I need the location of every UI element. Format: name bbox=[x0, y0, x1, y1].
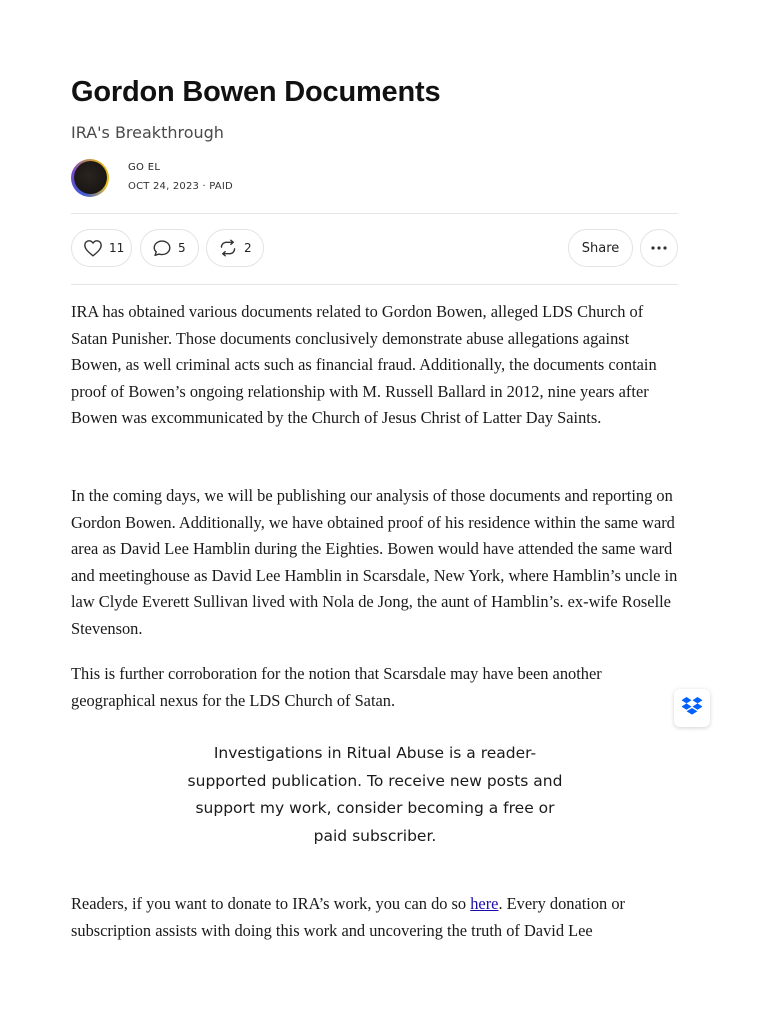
post-meta: OCT 24, 2023 · PAID bbox=[128, 181, 233, 192]
like-count: 11 bbox=[109, 241, 125, 255]
body-paragraph-3: This is further corroboration for the notion that Scarsdale may have been another geographical nexus for the LDS Church of Satan. bbox=[71, 664, 602, 710]
restack-button[interactable] bbox=[206, 229, 264, 267]
donate-text-before: Readers, if you want to donate to IRA’s work, you can do so bbox=[71, 894, 471, 913]
donate-link[interactable]: here bbox=[470, 894, 499, 913]
more-dots-icon bbox=[650, 245, 668, 251]
author-name[interactable]: GO EL bbox=[128, 162, 161, 173]
dropbox-icon bbox=[681, 696, 703, 721]
divider-bottom bbox=[71, 284, 678, 285]
body-paragraph-2: In the coming days, we will be publishing our analysis of those documents and reporting on Gordon Bowen. Additionally, we have obtained proof of his residence within the same ward area as David Lee Hamblin during the Eighties. Bowen would have attended the same ward and meetinghouse as David Lee Hamblin in Scarsdale, New York, where Hamblin’s uncle in law Clyde Everett Sullivan lived with Nola de Jong, the aunt of Hamblin’s. ex-wife Roselle Stevenson. bbox=[71, 486, 678, 638]
subscribe-callout: Investigations in Ritual Abuse is a reader-supported publication. To receive new posts and support my work, consider becoming a free or paid subscriber. bbox=[187, 744, 563, 845]
body-paragraph-4 bbox=[71, 891, 678, 944]
share-button[interactable]: Share bbox=[568, 229, 633, 267]
comment-bubble-icon bbox=[152, 239, 172, 257]
body-paragraph-1: IRA has obtained various documents related to Gordon Bowen, alleged LDS Church of Satan Punisher. Those documents conclusively demonstrate abuse allegations against Bowen, as well criminal acts such as financial fraud. Additionally, the documents contain proof of Bowen’s ongoing relationship with M. Russell Ballard in 2012, nine years after Bowen was excommunicated by the Church of Jesus Christ of Latter Day Saints. bbox=[71, 302, 657, 428]
post-title: Gordon Bowen Documents bbox=[71, 76, 441, 108]
restack-arrows-icon bbox=[218, 239, 238, 257]
avatar-photo bbox=[74, 161, 107, 194]
comment-count: 5 bbox=[178, 241, 186, 255]
like-button[interactable] bbox=[71, 229, 132, 267]
restack-count: 2 bbox=[244, 241, 252, 255]
more-options-button[interactable] bbox=[640, 229, 678, 267]
post-subtitle: IRA's Breakthrough bbox=[71, 123, 224, 142]
heart-icon bbox=[83, 239, 103, 257]
comment-button[interactable] bbox=[140, 229, 199, 267]
author-avatar[interactable] bbox=[71, 159, 109, 197]
donate-text-after: . Every donation or subscription assists with doing this work and uncovering the truth of David Lee bbox=[71, 894, 625, 940]
dropbox-save-button[interactable] bbox=[674, 689, 710, 727]
divider-top bbox=[71, 213, 678, 214]
